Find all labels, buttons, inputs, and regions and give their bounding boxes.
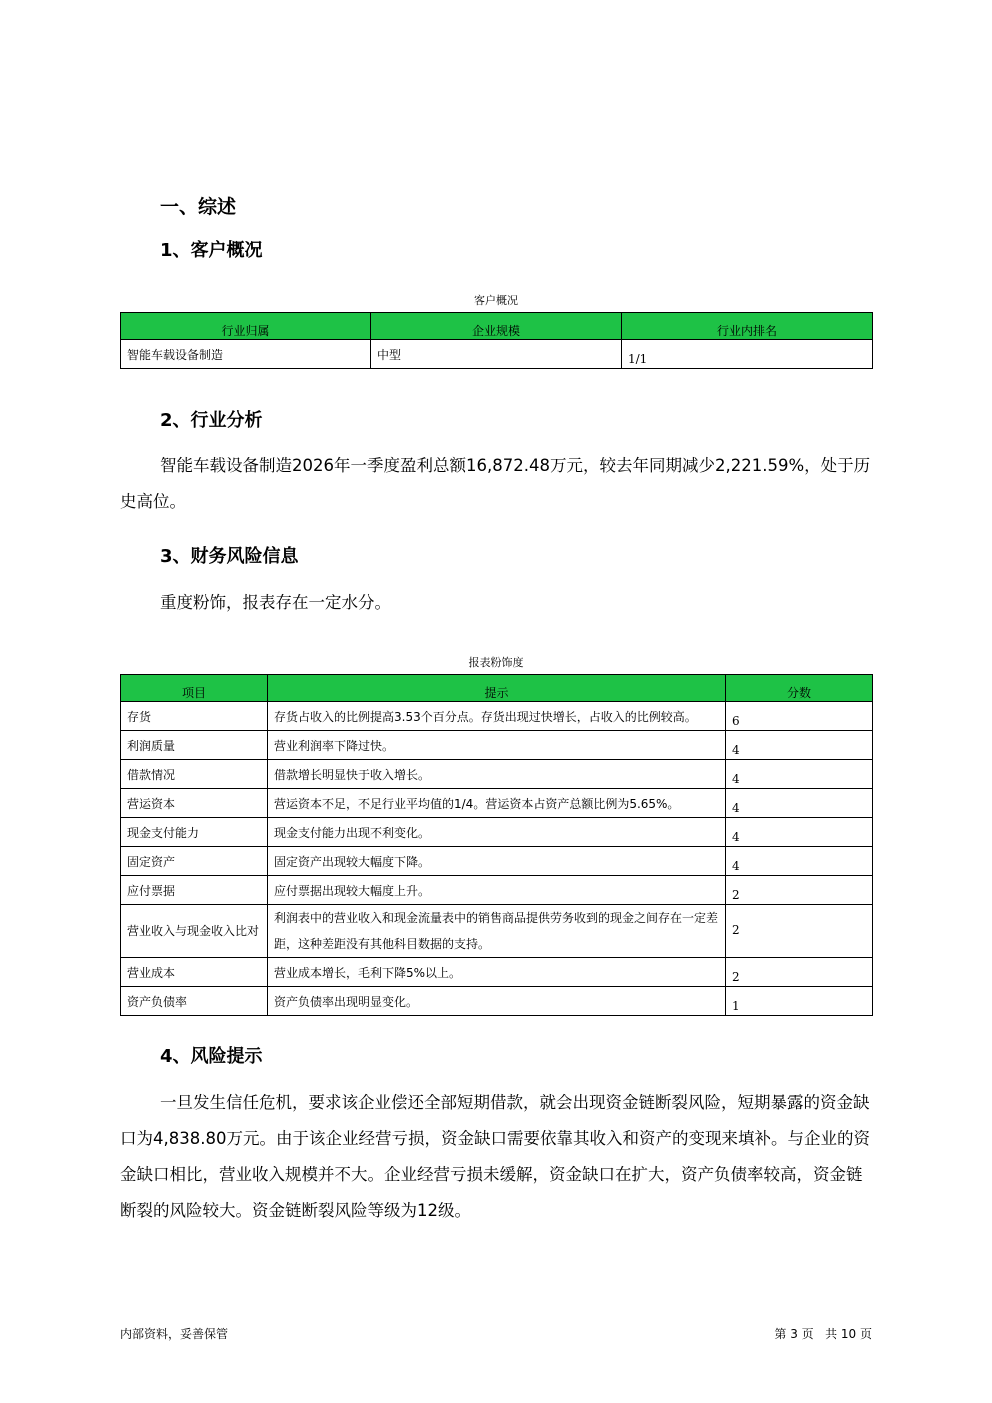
customer-table xyxy=(120,312,873,369)
industry-text: 智能车载设备制造2026年一季度盈利总额16,872.48万元，较去年同期减少2,221.59%，处于历史高位。 xyxy=(120,456,871,511)
whitewash-header-item: 项目 xyxy=(121,675,268,702)
row-item: 现金支付能力 xyxy=(121,818,268,847)
row-item: 应付票据 xyxy=(121,876,268,905)
row-item: 资产负债率 xyxy=(121,987,268,1016)
row-score: 1 xyxy=(726,987,873,1016)
industry-heading: 2、行业分析 xyxy=(160,410,263,431)
row-hint: 应付票据出现较大幅度上升。 xyxy=(268,876,726,905)
row-hint: 存货占收入的比例提高3.53个百分点。存货出现过快增长，占收入的比例较高。 xyxy=(268,702,726,731)
customer-table-caption: 客户概况 xyxy=(474,294,518,307)
customer-rank: 1/1 xyxy=(622,340,873,369)
row-item: 营业收入与现金收入比对 xyxy=(121,905,268,958)
row-hint: 利润表中的营业收入和现金流量表中的销售商品提供劳务收到的现金之间存在一定差距，这种差距没有其他科目数据的支持。 xyxy=(268,905,726,958)
row-hint: 借款增长明显快于收入增长。 xyxy=(268,760,726,789)
table-row xyxy=(121,987,873,1016)
footer-confidential: 内部资料，妥善保管 xyxy=(120,1327,229,1341)
whitewash-table xyxy=(120,674,873,1016)
row-item: 存货 xyxy=(121,702,268,731)
row-item: 借款情况 xyxy=(121,760,268,789)
row-item: 利润质量 xyxy=(121,731,268,760)
table-row xyxy=(121,702,873,731)
risk-notice-text: 一旦发生信任危机，要求该企业偿还全部短期借款，就会出现资金链断裂风险，短期暴露的资金缺口为4,838.80万元。由于该企业经营亏损，资金缺口需要依靠其收入和资产的变现来填补。与企业的资金缺口相比，营业收入规模并不大。企业经营亏损未缓解，资金缺口在扩大，资产负债率较高，资金链断裂的风险较大。资金链断裂风险等级为12级。 xyxy=(120,1093,870,1220)
customer-header-size: 企业规模 xyxy=(371,313,622,340)
row-score: 2 xyxy=(726,958,873,987)
row-hint: 资产负债率出现明显变化。 xyxy=(268,987,726,1016)
row-score: 4 xyxy=(726,731,873,760)
customer-header-industry: 行业归属 xyxy=(121,313,371,340)
row-hint: 固定资产出现较大幅度下降。 xyxy=(268,847,726,876)
table-row xyxy=(121,847,873,876)
row-score: 2 xyxy=(726,905,873,958)
row-score: 6 xyxy=(726,702,873,731)
table-row xyxy=(121,789,873,818)
financial-risk-text: 重度粉饰，报表存在一定水分。 xyxy=(160,593,391,612)
row-hint: 营业利润率下降过快。 xyxy=(268,731,726,760)
financial-risk-heading: 3、财务风险信息 xyxy=(160,546,299,567)
risk-notice-heading: 4、风险提示 xyxy=(160,1046,263,1067)
table-row xyxy=(121,818,873,847)
table-row xyxy=(121,876,873,905)
row-score: 4 xyxy=(726,818,873,847)
row-item: 固定资产 xyxy=(121,847,268,876)
footer-page-number: 第 3 页 共 10 页 xyxy=(774,1327,872,1341)
section-title: 一、综述 xyxy=(160,196,237,218)
table-row xyxy=(121,731,873,760)
whitewash-table-caption: 报表粉饰度 xyxy=(468,656,524,669)
row-score: 4 xyxy=(726,847,873,876)
whitewash-header-hint: 提示 xyxy=(268,675,726,702)
row-score: 4 xyxy=(726,760,873,789)
customer-size: 中型 xyxy=(371,340,622,369)
row-item: 营业成本 xyxy=(121,958,268,987)
row-item: 营运资本 xyxy=(121,789,268,818)
customer-industry: 智能车载设备制造 xyxy=(121,340,371,369)
table-row xyxy=(121,760,873,789)
row-hint: 现金支付能力出现不利变化。 xyxy=(268,818,726,847)
row-hint: 营运资本不足，不足行业平均值的1/4。营运资本占资产总额比例为5.65%。 xyxy=(268,789,726,818)
table-row xyxy=(121,905,873,958)
whitewash-header-score: 分数 xyxy=(726,675,873,702)
row-score: 2 xyxy=(726,876,873,905)
row-hint: 营业成本增长，毛利下降5%以上。 xyxy=(268,958,726,987)
table-row xyxy=(121,958,873,987)
customer-heading: 1、客户概况 xyxy=(160,240,263,261)
customer-header-rank: 行业内排名 xyxy=(622,313,873,340)
row-score: 4 xyxy=(726,789,873,818)
